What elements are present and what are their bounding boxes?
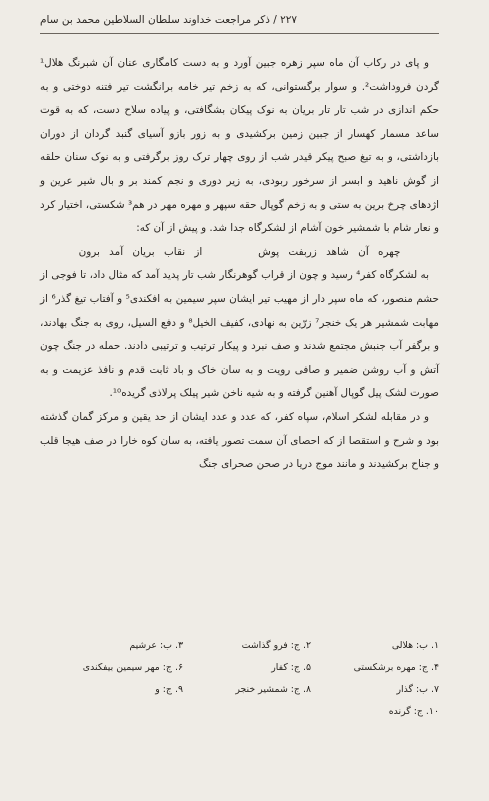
- footnote: ۳. ب: عرشیم: [129, 640, 183, 651]
- footnote-row: [40, 701, 439, 723]
- main-text: [40, 52, 439, 477]
- paragraph-3: و در مقابله لشکر اسلام، سپاه کفر، که عدد و عدد ایشان از حد یقین و مرکز گمان گذشته بود و شرح و استقصا از که احصای آن سمت تصور یافته، به سان کوه خارا در صف هیجا قلب و جناح برکشیدند و مانند موج دریا در صحن صحرای جنگ: [40, 410, 439, 471]
- running-header: ۲۲۷ / ذکر مراجعت خداوند سلطان السلاطین محمد بن سام: [40, 14, 298, 26]
- header-rule: [40, 33, 439, 34]
- footnote: ۴. ج: مهره برشکستی: [353, 662, 439, 673]
- footnote: ۸. ج: شمشیر خنجر: [235, 684, 311, 695]
- footnote-row: [40, 635, 439, 657]
- footnote: ۵. ج: کفار: [271, 662, 311, 673]
- footnote-row: [40, 679, 439, 701]
- footnote-row: [40, 657, 439, 679]
- verse-hemistich-1: چهره آن شاهد زربفت پوش: [258, 245, 401, 258]
- footnote: ۷. ب: گذار: [396, 684, 439, 695]
- footnote: ۶. ج: مهر سیمین بیفکندی: [82, 662, 183, 673]
- paragraph-1: و پای در رکاب آن ماه سپر زهره جبین آورد و به دست کامگاری عنان آن شبرنگ هلال¹ گردن فروداشت². و سوار برگستوانی، که به زخم تیر خامه برانگشت تیر فتنه دوختی و به حکم اندازی در شب تار تار بریان به نوک پیکان بشگافتی، و پیاده سلاح دست، که به قوت ساعد مسمار کهسار از جبین زمین برکشیدی و به زور بازو آسیای گنبد گردان از دوران بازداشتی، و به تیغ صبح پیکر قیدر شب از روی چهار ترک روز برگرفتی و به نوک سنان حلقه از گوش ناهید و ابسر از سرخور ربودی، به زیر دوری و نجم کمند بر و بال شیر عرین و اژدهای چرخ برین به ستی و به زخم گوپال حقه سپهر و مهره مهر در هم³ شکستی، اختیار کرد و نعار شام با شمشیر خون آشام از لشکرگاه جدا شد. و پیش از آن که:: [40, 57, 439, 235]
- footnote: ۱۰. ج: گرنده: [388, 706, 439, 717]
- footnote: ۲. ج: فرو گذاشت: [241, 640, 311, 651]
- footnote: ۹. ج: و: [155, 684, 183, 695]
- verse-hemistich-2: از نقاب بریان آمد برون: [78, 245, 203, 258]
- verse-line: [40, 241, 439, 265]
- paragraph-2: به لشکرگاه کفر⁴ رسید و چون از قراب گوهرنگار شب تار پدید آمد که مثال داد، تا فوجی از حشم منصور، که ماه سپر دار از مهیب تیر ایشان سپر سیمین به افکندی⁵ و آفتاب تیغ گذر⁶ از مهابت شمشیر هر یک خنجر⁷ زرّین به نهادی، کفیف الخیل⁸ و دفع السیل، روی به جنگ بهادند، و برگفر آب جنبش مجتمع شدند و صف نبرد و پیکار ترتیب و ترتیبی دادند. حمله در جنگ چون آتش و آب روشن ضمیر و صافی رویت و به سان خاک و باد ثابت قدم و نافذ عزیمت و به صورت لشک پیل گوپال آهنین گرفته و به شیه ناخن شیر پیلک پرلاذی گریده¹⁰.: [40, 269, 439, 400]
- footnote: ۱. ب: هلالی: [391, 640, 439, 651]
- footnotes: [40, 635, 439, 723]
